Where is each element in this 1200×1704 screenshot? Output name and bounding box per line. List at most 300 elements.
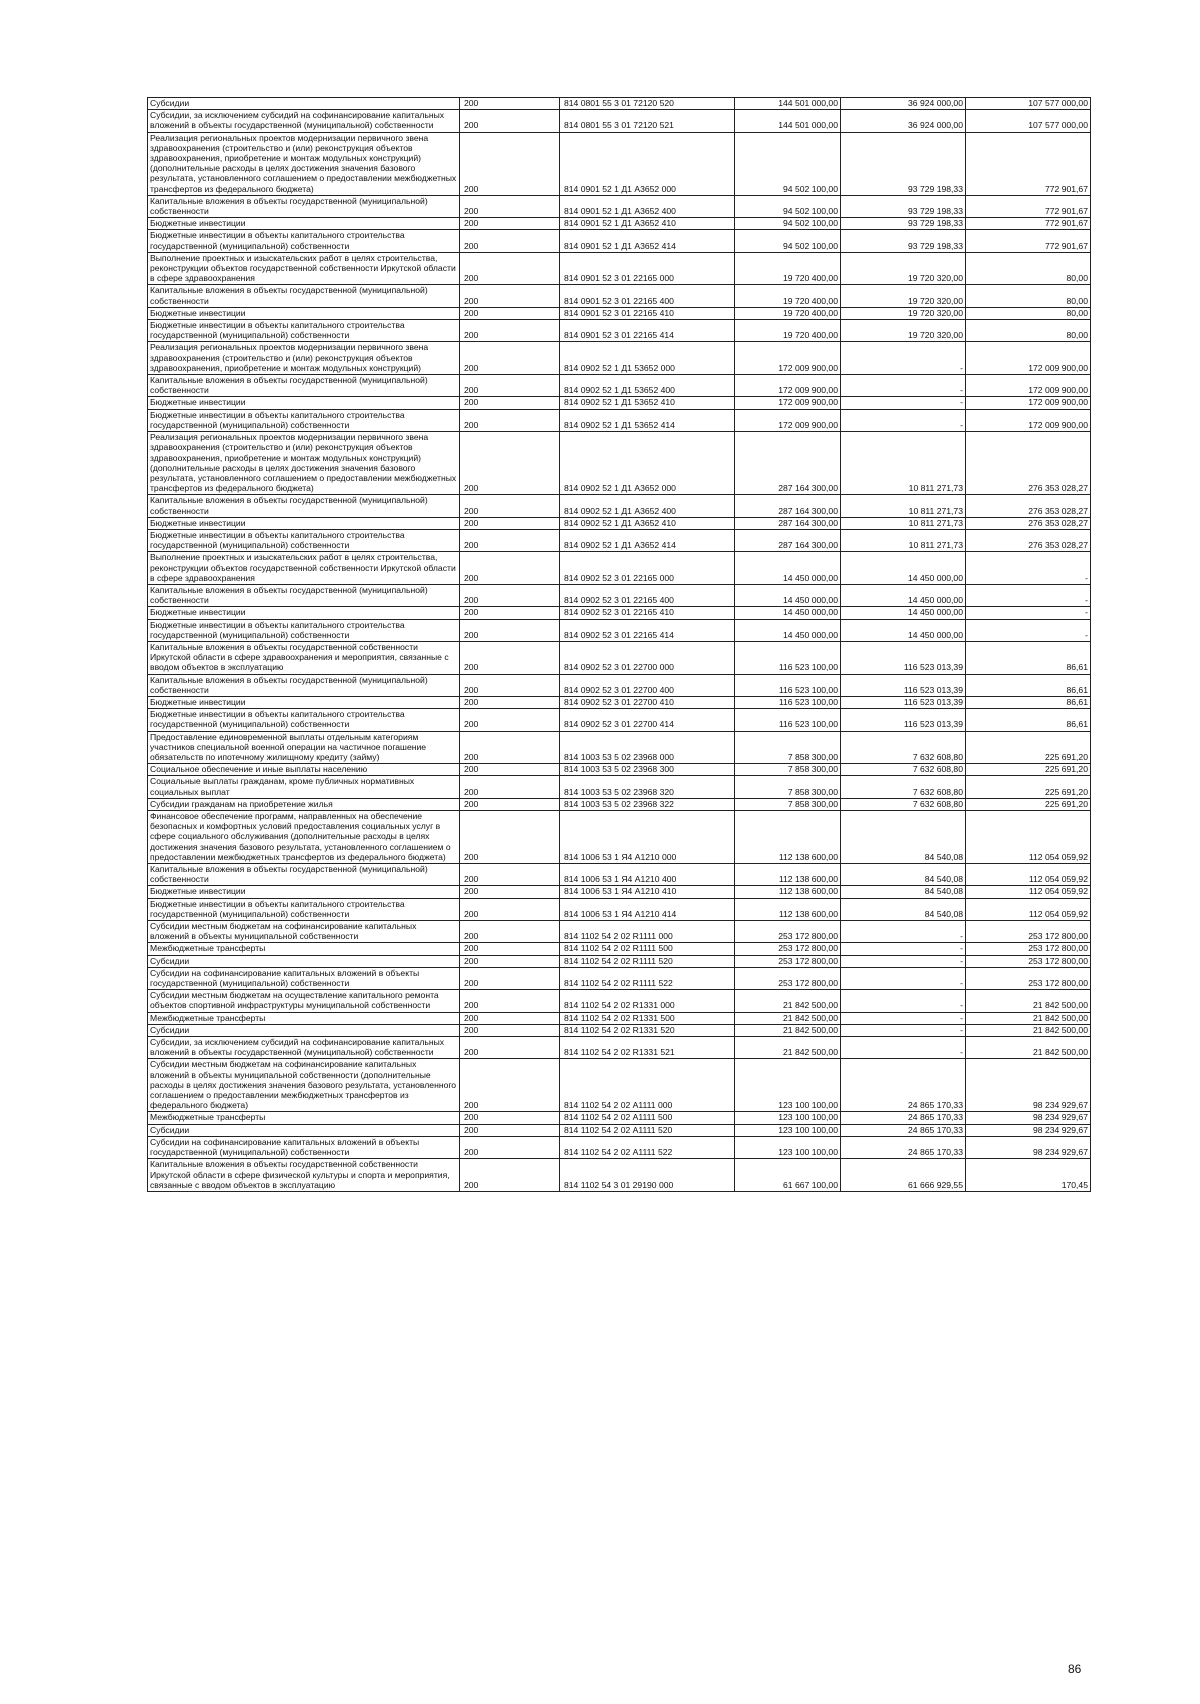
line-code-cell: 200 [460, 397, 560, 409]
row-name-cell: Бюджетные инвестиции в объекты капитального строительства государственной (муниципальной) собственности [148, 320, 460, 342]
budget-code-cell: 814 1102 54 2 02 R1331 520 [560, 1024, 735, 1036]
budget-code-cell: 814 0902 52 3 01 22165 000 [560, 552, 735, 585]
approved-amount-cell: 172 009 900,00 [735, 397, 841, 409]
executed-amount-cell: 84 540,08 [841, 864, 966, 886]
line-code-cell: 200 [460, 230, 560, 252]
row-name-cell: Субсидии на софинансирование капитальных вложений в объекты государственной (муниципальной) собственности [148, 967, 460, 989]
unexecuted-amount-cell: 86,61 [966, 696, 1091, 708]
line-code-cell: 200 [460, 110, 560, 132]
table-row [148, 696, 1091, 708]
unexecuted-amount-cell: - [966, 552, 1091, 585]
approved-amount-cell: 287 164 300,00 [735, 495, 841, 517]
budget-code-cell: 814 0901 52 3 01 22165 400 [560, 285, 735, 307]
approved-amount-cell: 123 100 100,00 [735, 1112, 841, 1124]
budget-code-cell: 814 0902 52 1 Д1 53652 000 [560, 342, 735, 375]
budget-code-cell: 814 0902 52 1 Д1 А3652 410 [560, 517, 735, 529]
unexecuted-amount-cell: 86,61 [966, 709, 1091, 731]
executed-amount-cell: 61 666 929,55 [841, 1159, 966, 1192]
unexecuted-amount-cell: - [966, 607, 1091, 619]
row-name-cell: Бюджетные инвестиции [148, 307, 460, 319]
line-code-cell: 200 [460, 886, 560, 898]
unexecuted-amount-cell: 98 234 929,67 [966, 1124, 1091, 1136]
unexecuted-amount-cell: 112 054 059,92 [966, 811, 1091, 864]
approved-amount-cell: 94 502 100,00 [735, 218, 841, 230]
table-row [148, 230, 1091, 252]
approved-amount-cell: 7 858 300,00 [735, 798, 841, 810]
row-name-cell: Субсидии местным бюджетам на осуществление капитального ремонта объектов спортивной инфраструктуры муниципальной собственности [148, 990, 460, 1012]
row-name-cell: Субсидии местным бюджетам на софинансирование капитальных вложений в объекты муниципальной собственности [148, 921, 460, 943]
approved-amount-cell: 112 138 600,00 [735, 886, 841, 898]
row-name-cell: Субсидии на софинансирование капитальных вложений в объекты государственной (муниципальной) собственности [148, 1136, 460, 1158]
table-row [148, 607, 1091, 619]
row-name-cell: Капитальные вложения в объекты государственной собственности Иркутской области в сфере здравоохранения и мероприятия, связанные с вводом объектов в эксплуатацию [148, 641, 460, 674]
budget-code-cell: 814 1102 54 2 02 R1331 000 [560, 990, 735, 1012]
line-code-cell: 200 [460, 517, 560, 529]
approved-amount-cell: 116 523 100,00 [735, 641, 841, 674]
row-name-cell: Субсидии, за исключением субсидий на софинансирование капитальных вложений в объекты государственной (муниципальной) собственности [148, 110, 460, 132]
executed-amount-cell: 116 523 013,39 [841, 674, 966, 696]
table-row [148, 798, 1091, 810]
budget-code-cell: 814 0902 52 1 Д1 А3652 400 [560, 495, 735, 517]
table-row [148, 943, 1091, 955]
table-row [148, 1037, 1091, 1059]
unexecuted-amount-cell: 253 172 800,00 [966, 943, 1091, 955]
table-row [148, 1024, 1091, 1036]
line-code-cell: 200 [460, 1124, 560, 1136]
budget-code-cell: 814 0901 52 1 Д1 А3652 400 [560, 195, 735, 217]
approved-amount-cell: 123 100 100,00 [735, 1124, 841, 1136]
executed-amount-cell: 19 720 320,00 [841, 320, 966, 342]
row-name-cell: Субсидии местным бюджетам на софинансирование капитальных вложений в объекты муниципальной собственности (дополнительные расходы в целях достижения значения базового результата, установленного соглашением о предоставлении межбюджетных трансфертов из федерального бюджета) [148, 1059, 460, 1112]
unexecuted-amount-cell: 86,61 [966, 641, 1091, 674]
line-code-cell: 200 [460, 764, 560, 776]
row-name-cell: Субсидии, за исключением субсидий на софинансирование капитальных вложений в объекты государственной (муниципальной) собственности [148, 1037, 460, 1059]
row-name-cell: Капитальные вложения в объекты государственной собственности Иркутской области в сфере физической культуры и спорта и мероприятия, связанные с вводом объектов в эксплуатацию [148, 1159, 460, 1192]
table-row [148, 898, 1091, 920]
table-row [148, 252, 1091, 285]
table-row [148, 110, 1091, 132]
line-code-cell: 200 [460, 495, 560, 517]
budget-code-cell: 814 1006 53 1 Я4 А1210 414 [560, 898, 735, 920]
table-row [148, 764, 1091, 776]
table-row [148, 195, 1091, 217]
approved-amount-cell: 21 842 500,00 [735, 1024, 841, 1036]
unexecuted-amount-cell: 276 353 028,27 [966, 432, 1091, 495]
row-name-cell: Бюджетные инвестиции в объекты капитального строительства государственной (муниципальной) собственности [148, 409, 460, 431]
approved-amount-cell: 123 100 100,00 [735, 1136, 841, 1158]
unexecuted-amount-cell: 253 172 800,00 [966, 955, 1091, 967]
table-row [148, 886, 1091, 898]
budget-code-cell: 814 0801 55 3 01 72120 520 [560, 98, 735, 110]
approved-amount-cell: 94 502 100,00 [735, 230, 841, 252]
row-name-cell: Капитальные вложения в объекты государственной (муниципальной) собственности [148, 285, 460, 307]
unexecuted-amount-cell: 112 054 059,92 [966, 864, 1091, 886]
approved-amount-cell: 61 667 100,00 [735, 1159, 841, 1192]
budget-code-cell: 814 0901 52 3 01 22165 000 [560, 252, 735, 285]
row-name-cell: Бюджетные инвестиции [148, 517, 460, 529]
row-name-cell: Бюджетные инвестиции в объекты капитального строительства государственной (муниципальной) собственности [148, 230, 460, 252]
approved-amount-cell: 144 501 000,00 [735, 110, 841, 132]
budget-code-cell: 814 1102 54 2 02 А1111 520 [560, 1124, 735, 1136]
approved-amount-cell: 144 501 000,00 [735, 98, 841, 110]
budget-code-cell: 814 1006 53 1 Я4 А1210 000 [560, 811, 735, 864]
executed-amount-cell: 24 865 170,33 [841, 1112, 966, 1124]
budget-code-cell: 814 1102 54 2 02 А1111 000 [560, 1059, 735, 1112]
budget-code-cell: 814 0902 52 3 01 22700 000 [560, 641, 735, 674]
budget-code-cell: 814 1003 53 5 02 23968 320 [560, 776, 735, 798]
budget-code-cell: 814 1102 54 2 02 R1111 520 [560, 955, 735, 967]
table-row [148, 132, 1091, 195]
table-row [148, 674, 1091, 696]
row-name-cell: Субсидии [148, 1024, 460, 1036]
approved-amount-cell: 172 009 900,00 [735, 409, 841, 431]
unexecuted-amount-cell: 112 054 059,92 [966, 886, 1091, 898]
table-row [148, 1136, 1091, 1158]
line-code-cell: 200 [460, 921, 560, 943]
unexecuted-amount-cell: 21 842 500,00 [966, 1037, 1091, 1059]
executed-amount-cell: - [841, 375, 966, 397]
budget-code-cell: 814 0902 52 3 01 22165 410 [560, 607, 735, 619]
row-name-cell: Межбюджетные трансферты [148, 1012, 460, 1024]
budget-code-cell: 814 0902 52 1 Д1 А3652 414 [560, 529, 735, 551]
budget-code-cell: 814 0901 52 1 Д1 А3652 414 [560, 230, 735, 252]
executed-amount-cell: - [841, 921, 966, 943]
approved-amount-cell: 116 523 100,00 [735, 709, 841, 731]
table-row [148, 495, 1091, 517]
table-row [148, 967, 1091, 989]
table-row [148, 397, 1091, 409]
executed-amount-cell: 24 865 170,33 [841, 1059, 966, 1112]
row-name-cell: Реализация региональных проектов модернизации первичного звена здравоохранения (строительство и (или) реконструкция объектов здравоохранения, приобретение и монтаж модульных конструкций) (дополнительные расходы в целях достижения значения базового результата, установленного соглашением о предоставлении межбюджетных трансфертов из федерального бюджета) [148, 432, 460, 495]
line-code-cell: 200 [460, 132, 560, 195]
line-code-cell: 200 [460, 696, 560, 708]
row-name-cell: Бюджетные инвестиции [148, 397, 460, 409]
table-row [148, 1159, 1091, 1192]
executed-amount-cell: 14 450 000,00 [841, 619, 966, 641]
approved-amount-cell: 21 842 500,00 [735, 1037, 841, 1059]
unexecuted-amount-cell: 98 234 929,67 [966, 1059, 1091, 1112]
row-name-cell: Капитальные вложения в объекты государственной (муниципальной) собственности [148, 495, 460, 517]
budget-code-cell: 814 1003 53 5 02 23968 300 [560, 764, 735, 776]
executed-amount-cell: - [841, 955, 966, 967]
row-name-cell: Выполнение проектных и изыскательских работ в целях строительства, реконструкции объектов государственной собственности Иркутской области в сфере здравоохранения [148, 552, 460, 585]
approved-amount-cell: 253 172 800,00 [735, 967, 841, 989]
unexecuted-amount-cell: 98 234 929,67 [966, 1136, 1091, 1158]
unexecuted-amount-cell: 253 172 800,00 [966, 921, 1091, 943]
line-code-cell: 200 [460, 218, 560, 230]
executed-amount-cell: 14 450 000,00 [841, 552, 966, 585]
budget-code-cell: 814 1102 54 2 02 R1111 000 [560, 921, 735, 943]
table-row [148, 921, 1091, 943]
budget-code-cell: 814 1102 54 2 02 А1111 522 [560, 1136, 735, 1158]
approved-amount-cell: 21 842 500,00 [735, 990, 841, 1012]
executed-amount-cell: 10 811 271,73 [841, 432, 966, 495]
line-code-cell: 200 [460, 776, 560, 798]
executed-amount-cell: 36 924 000,00 [841, 98, 966, 110]
unexecuted-amount-cell: 170,45 [966, 1159, 1091, 1192]
line-code-cell: 200 [460, 1037, 560, 1059]
budget-code-cell: 814 1006 53 1 Я4 А1210 400 [560, 864, 735, 886]
unexecuted-amount-cell: 253 172 800,00 [966, 967, 1091, 989]
executed-amount-cell: 84 540,08 [841, 886, 966, 898]
line-code-cell: 200 [460, 342, 560, 375]
line-code-cell: 200 [460, 98, 560, 110]
approved-amount-cell: 253 172 800,00 [735, 943, 841, 955]
approved-amount-cell: 287 164 300,00 [735, 517, 841, 529]
line-code-cell: 200 [460, 409, 560, 431]
table-row [148, 811, 1091, 864]
approved-amount-cell: 112 138 600,00 [735, 898, 841, 920]
approved-amount-cell: 7 858 300,00 [735, 764, 841, 776]
executed-amount-cell: - [841, 943, 966, 955]
approved-amount-cell: 19 720 400,00 [735, 320, 841, 342]
approved-amount-cell: 14 450 000,00 [735, 584, 841, 606]
approved-amount-cell: 14 450 000,00 [735, 607, 841, 619]
table-row [148, 990, 1091, 1012]
budget-code-cell: 814 0901 52 1 Д1 А3652 410 [560, 218, 735, 230]
line-code-cell: 200 [460, 607, 560, 619]
row-name-cell: Реализация региональных проектов модернизации первичного звена здравоохранения (строительство и (или) реконструкция объектов здравоохранения, приобретение и монтаж модульных конструкций) (дополнительные расходы в целях достижения значения базового результата, установленного соглашением о предоставлении межбюджетных трансфертов из федерального бюджета) [148, 132, 460, 195]
row-name-cell: Социальное обеспечение и иные выплаты населению [148, 764, 460, 776]
unexecuted-amount-cell: 772 901,67 [966, 132, 1091, 195]
line-code-cell: 200 [460, 898, 560, 920]
line-code-cell: 200 [460, 641, 560, 674]
unexecuted-amount-cell: 772 901,67 [966, 230, 1091, 252]
page-number: 86 [1068, 1662, 1082, 1676]
approved-amount-cell: 112 138 600,00 [735, 864, 841, 886]
executed-amount-cell: 116 523 013,39 [841, 641, 966, 674]
line-code-cell: 200 [460, 798, 560, 810]
table-row [148, 1124, 1091, 1136]
line-code-cell: 200 [460, 1159, 560, 1192]
executed-amount-cell: - [841, 1024, 966, 1036]
unexecuted-amount-cell: 172 009 900,00 [966, 409, 1091, 431]
approved-amount-cell: 287 164 300,00 [735, 529, 841, 551]
executed-amount-cell: 116 523 013,39 [841, 709, 966, 731]
line-code-cell: 200 [460, 1012, 560, 1024]
approved-amount-cell: 19 720 400,00 [735, 307, 841, 319]
executed-amount-cell: 10 811 271,73 [841, 495, 966, 517]
line-code-cell: 200 [460, 864, 560, 886]
approved-amount-cell: 7 858 300,00 [735, 731, 841, 764]
approved-amount-cell: 123 100 100,00 [735, 1059, 841, 1112]
unexecuted-amount-cell: 80,00 [966, 285, 1091, 307]
budget-code-cell: 814 0902 52 1 Д1 53652 410 [560, 397, 735, 409]
budget-code-cell: 814 1003 53 5 02 23968 322 [560, 798, 735, 810]
row-name-cell: Субсидии [148, 98, 460, 110]
table-row [148, 432, 1091, 495]
line-code-cell: 200 [460, 619, 560, 641]
row-name-cell: Бюджетные инвестиции [148, 218, 460, 230]
unexecuted-amount-cell: 21 842 500,00 [966, 990, 1091, 1012]
table-row [148, 375, 1091, 397]
executed-amount-cell: 7 632 608,80 [841, 764, 966, 776]
unexecuted-amount-cell: 98 234 929,67 [966, 1112, 1091, 1124]
line-code-cell: 200 [460, 584, 560, 606]
budget-code-cell: 814 1102 54 3 01 29190 000 [560, 1159, 735, 1192]
executed-amount-cell: - [841, 409, 966, 431]
table-row [148, 709, 1091, 731]
row-name-cell: Бюджетные инвестиции в объекты капитального строительства государственной (муниципальной) собственности [148, 898, 460, 920]
table-row [148, 584, 1091, 606]
executed-amount-cell: 93 729 198,33 [841, 230, 966, 252]
line-code-cell: 200 [460, 674, 560, 696]
line-code-cell: 200 [460, 967, 560, 989]
table-row [148, 864, 1091, 886]
executed-amount-cell: 93 729 198,33 [841, 132, 966, 195]
budget-code-cell: 814 0901 52 3 01 22165 414 [560, 320, 735, 342]
approved-amount-cell: 112 138 600,00 [735, 811, 841, 864]
table-row [148, 285, 1091, 307]
unexecuted-amount-cell: 172 009 900,00 [966, 375, 1091, 397]
line-code-cell: 200 [460, 1112, 560, 1124]
row-name-cell: Капитальные вложения в объекты государственной (муниципальной) собственности [148, 375, 460, 397]
table-row [148, 641, 1091, 674]
budget-execution-table [147, 97, 1091, 1192]
budget-code-cell: 814 0901 52 1 Д1 А3652 000 [560, 132, 735, 195]
executed-amount-cell: 24 865 170,33 [841, 1136, 966, 1158]
budget-code-cell: 814 0902 52 3 01 22165 414 [560, 619, 735, 641]
executed-amount-cell: 7 632 608,80 [841, 731, 966, 764]
approved-amount-cell: 94 502 100,00 [735, 132, 841, 195]
line-code-cell: 200 [460, 990, 560, 1012]
executed-amount-cell: 116 523 013,39 [841, 696, 966, 708]
line-code-cell: 200 [460, 552, 560, 585]
budget-code-cell: 814 0902 52 3 01 22700 414 [560, 709, 735, 731]
line-code-cell: 200 [460, 731, 560, 764]
budget-code-cell: 814 1003 53 5 02 23968 000 [560, 731, 735, 764]
executed-amount-cell: - [841, 397, 966, 409]
table-row [148, 342, 1091, 375]
unexecuted-amount-cell: 276 353 028,27 [966, 517, 1091, 529]
approved-amount-cell: 19 720 400,00 [735, 285, 841, 307]
table-row [148, 409, 1091, 431]
table-row [148, 619, 1091, 641]
unexecuted-amount-cell: 225 691,20 [966, 731, 1091, 764]
table-row [148, 731, 1091, 764]
line-code-cell: 200 [460, 320, 560, 342]
unexecuted-amount-cell: 225 691,20 [966, 764, 1091, 776]
table-row [148, 218, 1091, 230]
approved-amount-cell: 116 523 100,00 [735, 674, 841, 696]
table-row [148, 320, 1091, 342]
line-code-cell: 200 [460, 1136, 560, 1158]
row-name-cell: Межбюджетные трансферты [148, 1112, 460, 1124]
executed-amount-cell: 14 450 000,00 [841, 584, 966, 606]
line-code-cell: 200 [460, 1024, 560, 1036]
approved-amount-cell: 94 502 100,00 [735, 195, 841, 217]
executed-amount-cell: 84 540,08 [841, 898, 966, 920]
budget-code-cell: 814 0902 52 1 Д1 53652 414 [560, 409, 735, 431]
budget-code-cell: 814 1102 54 2 02 R1111 500 [560, 943, 735, 955]
executed-amount-cell: 19 720 320,00 [841, 285, 966, 307]
approved-amount-cell: 287 164 300,00 [735, 432, 841, 495]
unexecuted-amount-cell: - [966, 619, 1091, 641]
line-code-cell: 200 [460, 955, 560, 967]
executed-amount-cell: 10 811 271,73 [841, 529, 966, 551]
unexecuted-amount-cell: 225 691,20 [966, 798, 1091, 810]
executed-amount-cell: 93 729 198,33 [841, 218, 966, 230]
unexecuted-amount-cell: - [966, 584, 1091, 606]
table-row [148, 776, 1091, 798]
budget-code-cell: 814 0902 52 1 Д1 А3652 000 [560, 432, 735, 495]
table-row [148, 517, 1091, 529]
line-code-cell: 200 [460, 1059, 560, 1112]
budget-code-cell: 814 1102 54 2 02 R1331 521 [560, 1037, 735, 1059]
executed-amount-cell: 93 729 198,33 [841, 195, 966, 217]
unexecuted-amount-cell: 21 842 500,00 [966, 1012, 1091, 1024]
unexecuted-amount-cell: 772 901,67 [966, 195, 1091, 217]
row-name-cell: Капитальные вложения в объекты государственной (муниципальной) собственности [148, 864, 460, 886]
unexecuted-amount-cell: 772 901,67 [966, 218, 1091, 230]
unexecuted-amount-cell: 112 054 059,92 [966, 898, 1091, 920]
row-name-cell: Субсидии [148, 1124, 460, 1136]
executed-amount-cell: 36 924 000,00 [841, 110, 966, 132]
approved-amount-cell: 14 450 000,00 [735, 552, 841, 585]
row-name-cell: Предоставление единовременной выплаты отдельным категориям участников специальной военной операции на частичное погашение обязательств по ипотечному жилищному кредиту (займу) [148, 731, 460, 764]
executed-amount-cell: 84 540,08 [841, 811, 966, 864]
table-row [148, 98, 1091, 110]
table-row [148, 1112, 1091, 1124]
row-name-cell: Бюджетные инвестиции в объекты капитального строительства государственной (муниципальной) собственности [148, 709, 460, 731]
line-code-cell: 200 [460, 195, 560, 217]
unexecuted-amount-cell: 107 577 000,00 [966, 110, 1091, 132]
executed-amount-cell: 19 720 320,00 [841, 252, 966, 285]
line-code-cell: 200 [460, 307, 560, 319]
budget-code-cell: 814 0901 52 3 01 22165 410 [560, 307, 735, 319]
line-code-cell: 200 [460, 252, 560, 285]
unexecuted-amount-cell: 86,61 [966, 674, 1091, 696]
line-code-cell: 200 [460, 709, 560, 731]
row-name-cell: Бюджетные инвестиции [148, 696, 460, 708]
executed-amount-cell: 10 811 271,73 [841, 517, 966, 529]
row-name-cell: Капитальные вложения в объекты государственной (муниципальной) собственности [148, 195, 460, 217]
unexecuted-amount-cell: 276 353 028,27 [966, 495, 1091, 517]
approved-amount-cell: 172 009 900,00 [735, 342, 841, 375]
approved-amount-cell: 253 172 800,00 [735, 955, 841, 967]
budget-code-cell: 814 0902 52 3 01 22700 410 [560, 696, 735, 708]
row-name-cell: Капитальные вложения в объекты государственной (муниципальной) собственности [148, 584, 460, 606]
line-code-cell: 200 [460, 529, 560, 551]
line-code-cell: 200 [460, 432, 560, 495]
row-name-cell: Социальные выплаты гражданам, кроме публичных нормативных социальных выплат [148, 776, 460, 798]
executed-amount-cell: 19 720 320,00 [841, 307, 966, 319]
row-name-cell: Выполнение проектных и изыскательских работ в целях строительства, реконструкции объектов государственной собственности Иркутской области в сфере здравоохранения [148, 252, 460, 285]
unexecuted-amount-cell: 80,00 [966, 252, 1091, 285]
approved-amount-cell: 14 450 000,00 [735, 619, 841, 641]
executed-amount-cell: - [841, 342, 966, 375]
approved-amount-cell: 172 009 900,00 [735, 375, 841, 397]
approved-amount-cell: 21 842 500,00 [735, 1012, 841, 1024]
budget-code-cell: 814 0902 52 1 Д1 53652 400 [560, 375, 735, 397]
executed-amount-cell: - [841, 990, 966, 1012]
executed-amount-cell: 7 632 608,80 [841, 776, 966, 798]
executed-amount-cell: 24 865 170,33 [841, 1124, 966, 1136]
row-name-cell: Бюджетные инвестиции в объекты капитального строительства государственной (муниципальной) собственности [148, 619, 460, 641]
budget-code-cell: 814 1102 54 2 02 А1111 500 [560, 1112, 735, 1124]
table-row [148, 1059, 1091, 1112]
unexecuted-amount-cell: 172 009 900,00 [966, 397, 1091, 409]
budget-code-cell: 814 1006 53 1 Я4 А1210 410 [560, 886, 735, 898]
row-name-cell: Бюджетные инвестиции [148, 607, 460, 619]
row-name-cell: Субсидии гражданам на приобретение жилья [148, 798, 460, 810]
executed-amount-cell: 14 450 000,00 [841, 607, 966, 619]
line-code-cell: 200 [460, 943, 560, 955]
budget-code-cell: 814 0902 52 3 01 22700 400 [560, 674, 735, 696]
row-name-cell: Субсидии [148, 955, 460, 967]
budget-code-cell: 814 1102 54 2 02 R1111 522 [560, 967, 735, 989]
row-name-cell: Финансовое обеспечение программ, направленных на обеспечение безопасных и комфортных условий предоставления социальных услуг в сфере социального обслуживания (дополнительные расходы в целях достижения значения базового результата, установленного соглашением о предоставлении межбюджетных трансфертов из федерального бюджета) [148, 811, 460, 864]
